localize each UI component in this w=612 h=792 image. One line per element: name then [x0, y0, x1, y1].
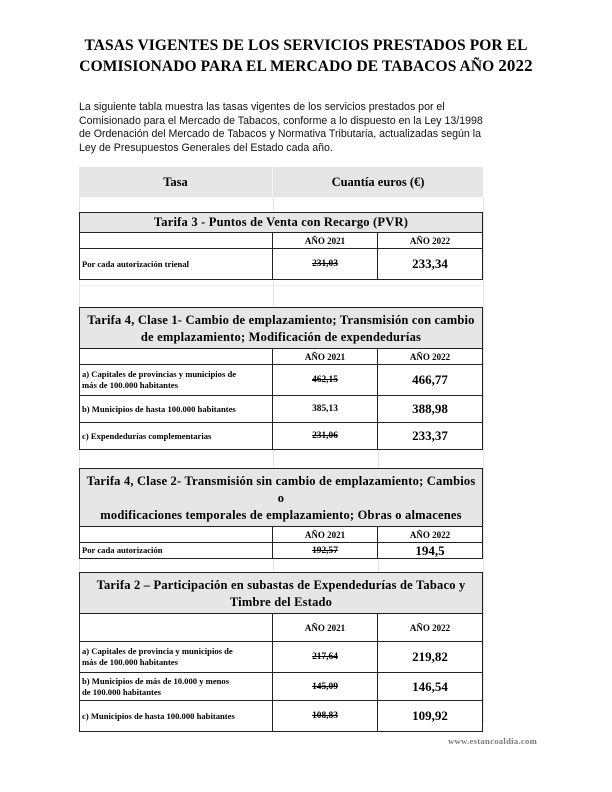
value-2021	[273, 365, 378, 395]
table-row	[80, 396, 482, 423]
year-header-row	[80, 614, 482, 642]
value-2021-text: 231,03	[312, 259, 338, 269]
row-label-line: a) Capitales de provincias y municipios de	[82, 369, 237, 379]
tariff-title	[80, 308, 482, 349]
title-line-2: COMISIONADO PARA EL MERCADO DE TABACOS AÑO 2022	[79, 56, 533, 75]
value-2021	[273, 249, 378, 279]
value-2022: 388,98	[412, 401, 448, 416]
table-row	[80, 673, 482, 701]
row-label-line: de 100.000 habitantes	[82, 686, 162, 697]
year-2022-header: AÑO 2022	[409, 235, 451, 246]
title-year: 2022	[498, 56, 533, 75]
tariff-title-line: de emplazamiento; Modificación de expendedurías	[140, 330, 422, 344]
value-2021	[273, 701, 378, 731]
row-label-line: c) Municipios de hasta 100.000 habitantes	[82, 710, 235, 721]
table-row	[80, 543, 482, 558]
value-2021	[273, 673, 378, 700]
year-2021-header: AÑO 2021	[273, 527, 378, 542]
header-cuantia: Cuantía euros (€)	[331, 174, 425, 189]
empty-cell	[80, 349, 273, 364]
row-label-line: más de 100.000 habitantes	[82, 657, 178, 667]
table-header	[79, 167, 483, 197]
tariff-title-line: Tarifa 3 - Puntos de Venta con Recargo (PVR)	[153, 215, 409, 229]
empty-cell	[80, 233, 273, 248]
empty-cell	[80, 527, 273, 542]
row-label	[80, 249, 273, 279]
year-2022-header: AÑO 2022	[409, 622, 451, 633]
value-2022: 219,82	[412, 649, 448, 664]
value-2022: 466,77	[412, 372, 448, 387]
year-2021-header: AÑO 2021	[273, 233, 378, 248]
year-2022-header: AÑO 2022	[409, 529, 451, 540]
table-row	[80, 249, 482, 279]
row-label	[80, 673, 273, 700]
row-label-line: más de 100.000 habitantes	[82, 380, 178, 390]
row-label-line: Por cada autorización	[82, 545, 163, 555]
value-2021	[273, 396, 378, 422]
year-header-row	[80, 349, 482, 365]
gridline	[79, 285, 483, 286]
row-label	[80, 423, 273, 449]
value-2022: 146,54	[412, 678, 448, 694]
intro-paragraph	[79, 101, 519, 155]
year-2021-header: AÑO 2021	[273, 349, 378, 364]
value-2021-text: 145,09	[312, 681, 338, 692]
tariff-title-line: Tarifa 4, Clase 2- Transmisión sin cambio de emplazamiento; Cambios o	[86, 474, 476, 505]
value-2021-text: 192,57	[312, 545, 338, 556]
year-2021-header: AÑO 2021	[273, 614, 378, 641]
table-row	[80, 423, 482, 449]
tariff-title-line: modificaciones temporales de emplazamiento; Obras o almacenes	[100, 508, 462, 522]
value-2022: 194,5	[415, 542, 445, 558]
tarifa-2-block	[79, 572, 483, 732]
value-2022: 233,34	[412, 256, 448, 271]
value-2021-text: 231,06	[312, 431, 338, 441]
value-2021-text: 217,64	[312, 652, 338, 662]
intro-line: de Ordenación del Mercado de Tabacos y Normativa Tributaria, actualizadas según la	[79, 128, 482, 141]
table-row	[80, 642, 482, 673]
tarifa-4-clase-1-block	[79, 307, 483, 450]
intro-line: Comisionado para el Mercado de Tabacos, conforme a lo dispuesto en la Ley 13/1998	[79, 114, 483, 127]
row-label-line: b) Municipios de más de 10.000 y menos	[82, 675, 230, 686]
empty-cell	[80, 614, 273, 641]
value-2021-text: 385,13	[312, 404, 338, 414]
value-2021	[273, 543, 378, 558]
value-2021	[273, 423, 378, 449]
tariff-title	[80, 469, 482, 527]
row-label	[80, 365, 273, 395]
intro-line: La siguiente tabla muestra las tasas vigentes de los servicios prestados por el	[79, 101, 445, 113]
document-title	[0, 36, 612, 77]
year-header-row	[80, 527, 482, 543]
header-tasa: Tasa	[79, 167, 273, 197]
title-line-1: TASAS VIGENTES DE LOS SERVICIOS PRESTADOS POR EL	[84, 37, 528, 54]
tarifa-3-block	[79, 212, 483, 280]
row-label	[80, 701, 273, 731]
gridline	[483, 197, 484, 722]
value-2021-text: 108,83	[312, 711, 338, 721]
tariff-title-line: Tarifa 2 – Participación en subastas de Expendedurías de Tabaco y	[96, 578, 466, 592]
row-label-line: a) Capitales de provincia y municipios de	[82, 646, 233, 656]
tariff-title	[80, 213, 482, 233]
tariff-title-line: Tarifa 4, Clase 1- Cambio de emplazamiento; Transmisión con cambio	[87, 313, 475, 327]
tarifa-4-clase-2-block	[79, 468, 483, 559]
footer-website: www.estancoaldia.com	[448, 736, 538, 746]
row-label	[80, 396, 273, 422]
tariff-title-line: Timbre del Estado	[229, 595, 333, 609]
value-2021-text: 462,15	[312, 375, 338, 385]
intro-line: Ley de Presupuestos Generales del Estado cada año.	[79, 141, 333, 154]
value-2022: 233,37	[412, 428, 448, 443]
value-2022: 109,92	[412, 708, 448, 723]
year-2022-header: AÑO 2022	[409, 351, 451, 362]
row-label	[80, 642, 273, 672]
table-row	[80, 701, 482, 731]
tariff-title	[80, 573, 482, 614]
row-label-line: Por cada autorización trienal	[82, 258, 190, 269]
row-label-line: b) Municipios de hasta 100.000 habitantes	[82, 403, 236, 414]
row-label	[80, 543, 273, 558]
value-2021	[273, 642, 378, 672]
row-label-line: c) Expendedurías complementarias	[82, 430, 212, 441]
year-header-row	[80, 233, 482, 249]
table-row	[80, 365, 482, 396]
